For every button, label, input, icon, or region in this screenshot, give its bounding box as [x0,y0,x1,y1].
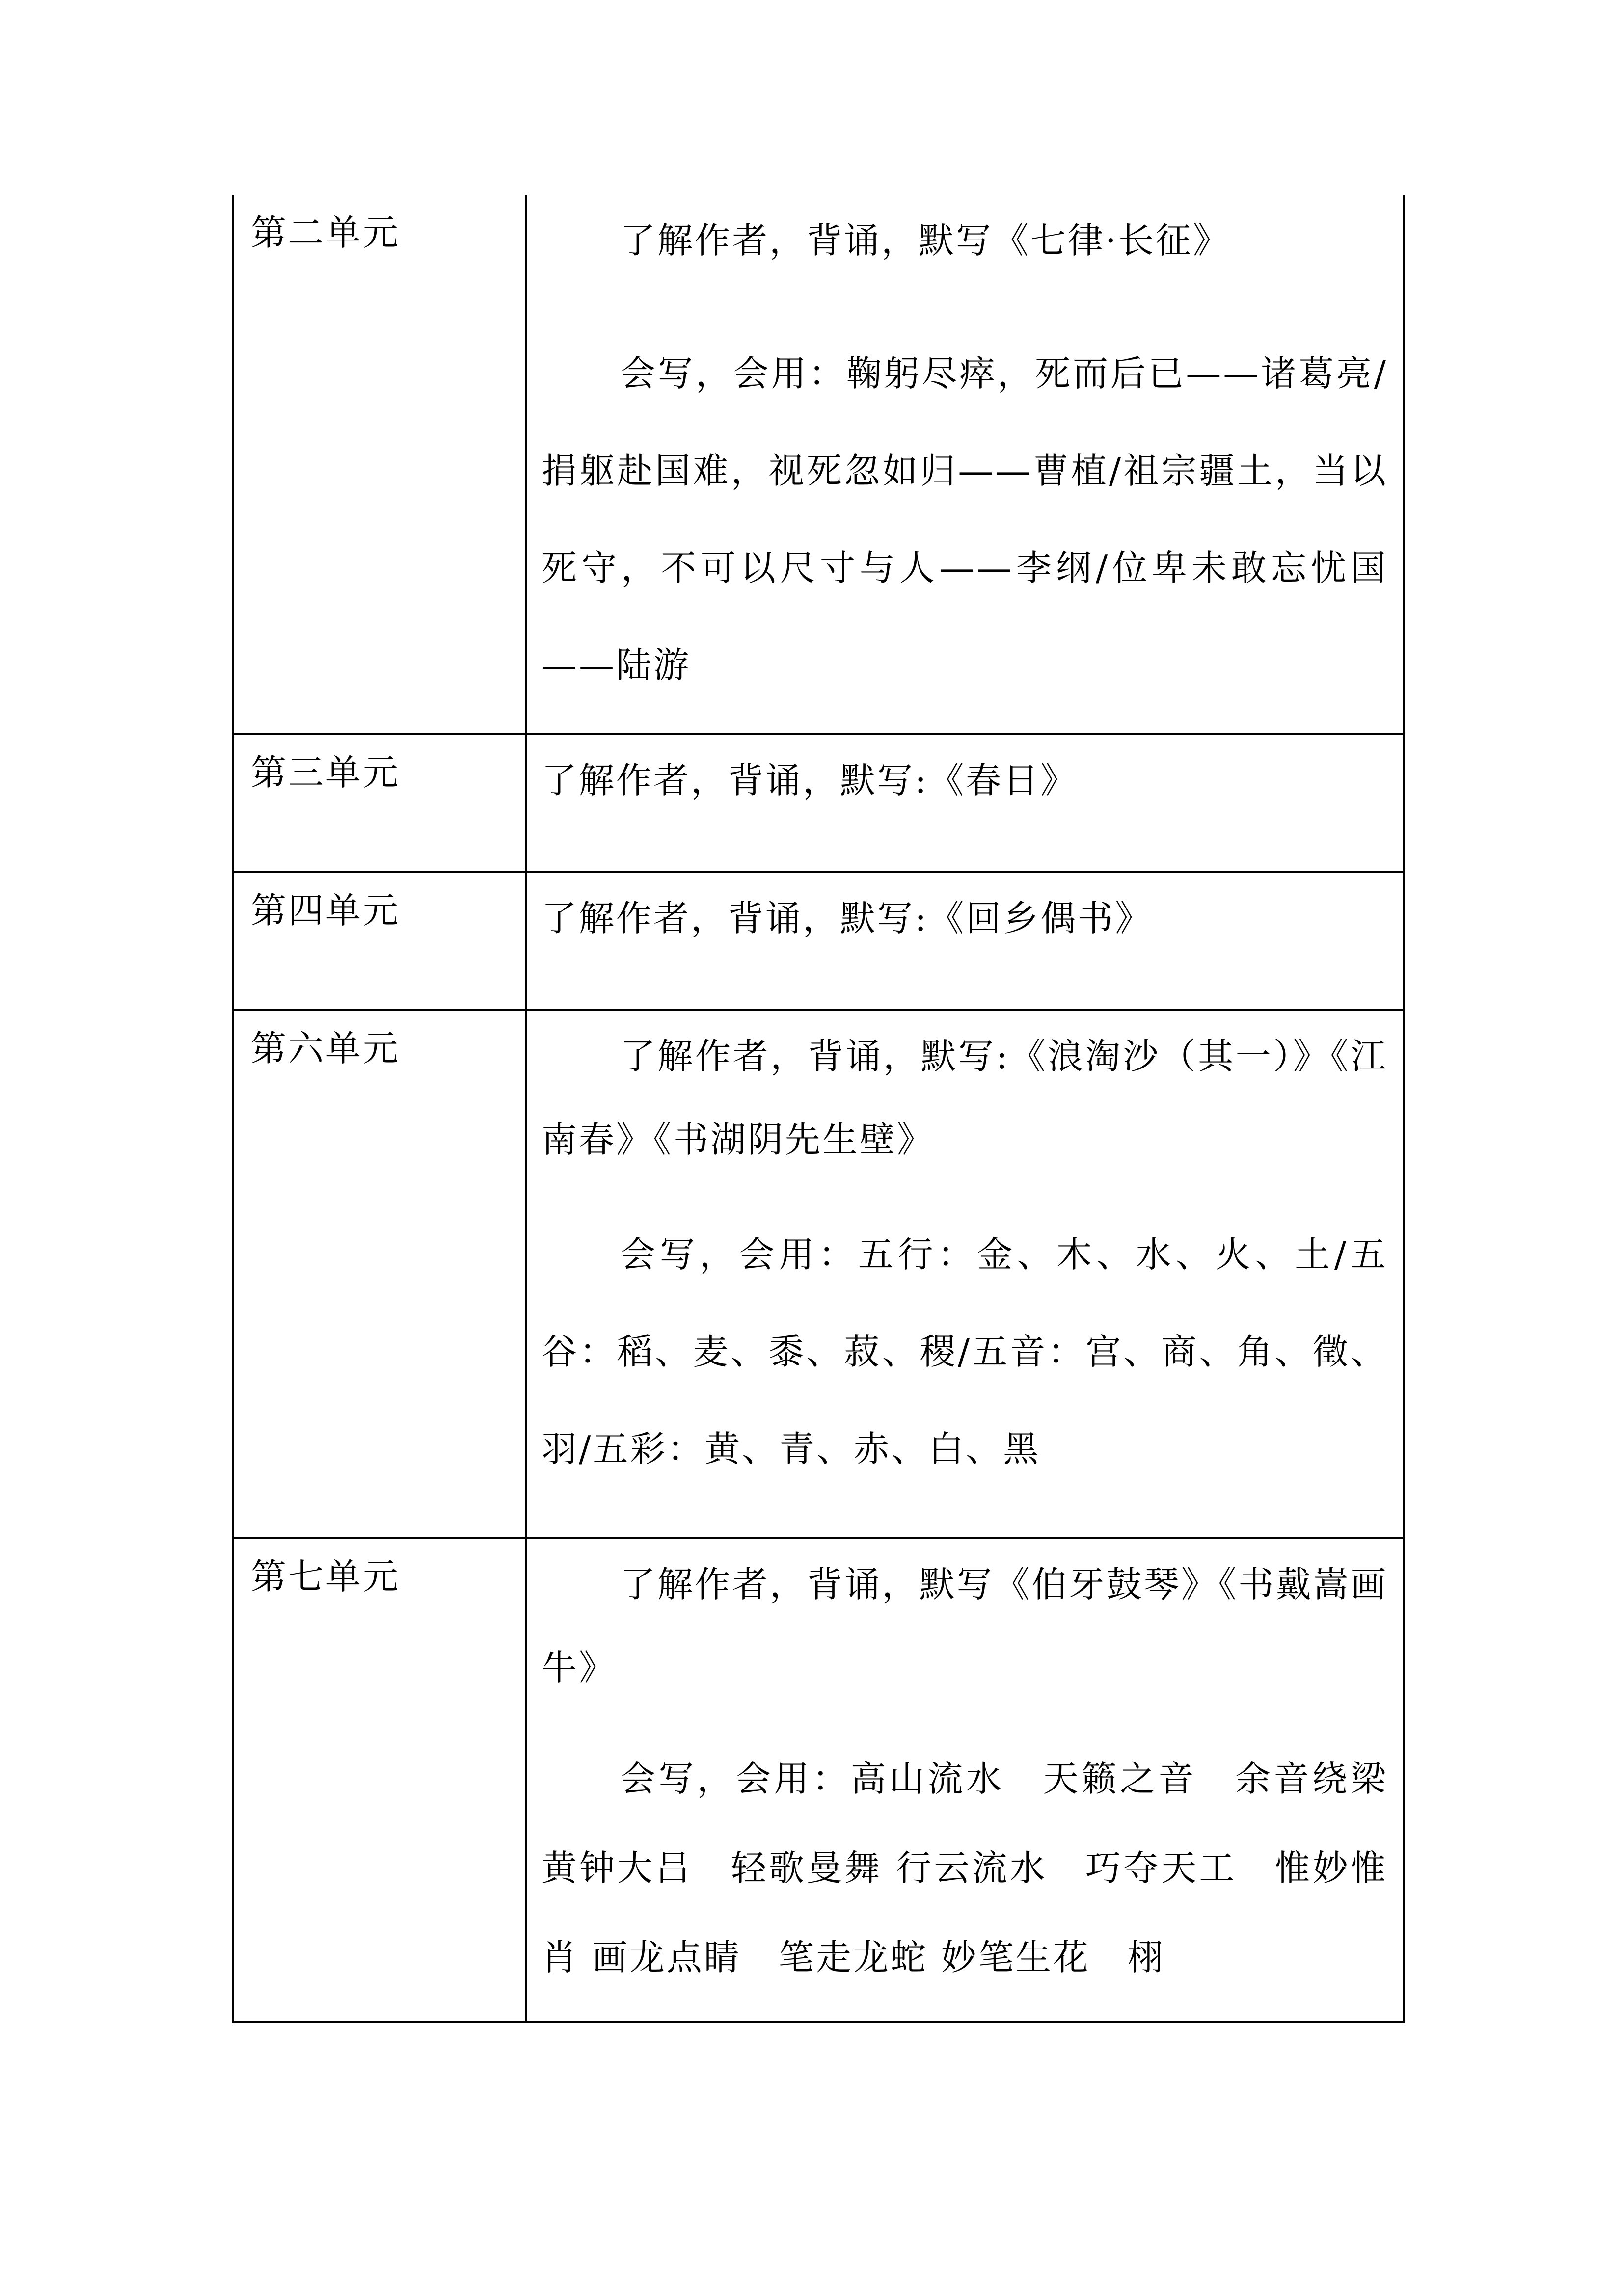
requirement-text: 会写，会用：高山流水 天籁之音 余音绕梁 黄钟大吕 轻歌曼舞 行云流水 巧夺天工 惟妙惟肖 画龙点睛 笔走龙蛇 妙笔生花 栩 [541,1758,1426,1978]
table-row [233,1538,1404,2022]
requirements-cell [526,195,1404,734]
table-row [233,734,1404,872]
requirement-text: 了解作者，背诵，默写《伯牙鼓琴》《书戴嵩画牛》 [541,1564,1388,1688]
unit-name-cell [233,1538,526,2022]
table-row [233,195,1404,734]
unit-name-cell [233,195,526,734]
table-row [233,872,1404,1010]
requirements-cell [526,734,1404,872]
unit-name-cell [233,734,526,872]
requirement-text: 了解作者，背诵，默写:《浪淘沙（其一）》《江南春》《书湖阴先生壁》 [541,1036,1388,1160]
requirement-text: 了解作者，背诵，默写:《春日》 [541,760,1078,801]
unit-name: 第六单元 [251,1028,401,1069]
requirements-cell [526,872,1404,1010]
requirements-cell [526,1538,1426,2022]
requirement-text: 了解作者，背诵，默写:《回乡偶书》 [541,898,1153,939]
requirements-cell [526,1010,1404,1538]
unit-requirements-table [232,195,1426,2023]
unit-name: 第四单元 [251,890,401,931]
unit-name: 第七单元 [251,1556,401,1597]
unit-name: 第三单元 [251,752,401,793]
unit-name: 第二单元 [251,212,401,253]
requirement-text: 会写，会用：鞠躬尽瘁，死而后已——诸葛亮/捐躯赴国难，视死忽如归——曹植/祖宗疆土，当以死守，不可以尺寸与人——李纲/位卑未敢忘忧国——陆游 [541,353,1388,686]
requirement-text: 会写，会用：五行：金、木、水、火、土/五谷：稻、麦、黍、菽、稷/五音：宫、商、角、徵、羽/五彩：黄、青、赤、白、黑 [541,1234,1388,1469]
unit-name-cell [233,1010,526,1538]
unit-name-cell [233,872,526,1010]
table-row [233,1010,1404,1538]
requirement-text: 了解作者，背诵，默写《七律·长征》 [620,220,1230,261]
